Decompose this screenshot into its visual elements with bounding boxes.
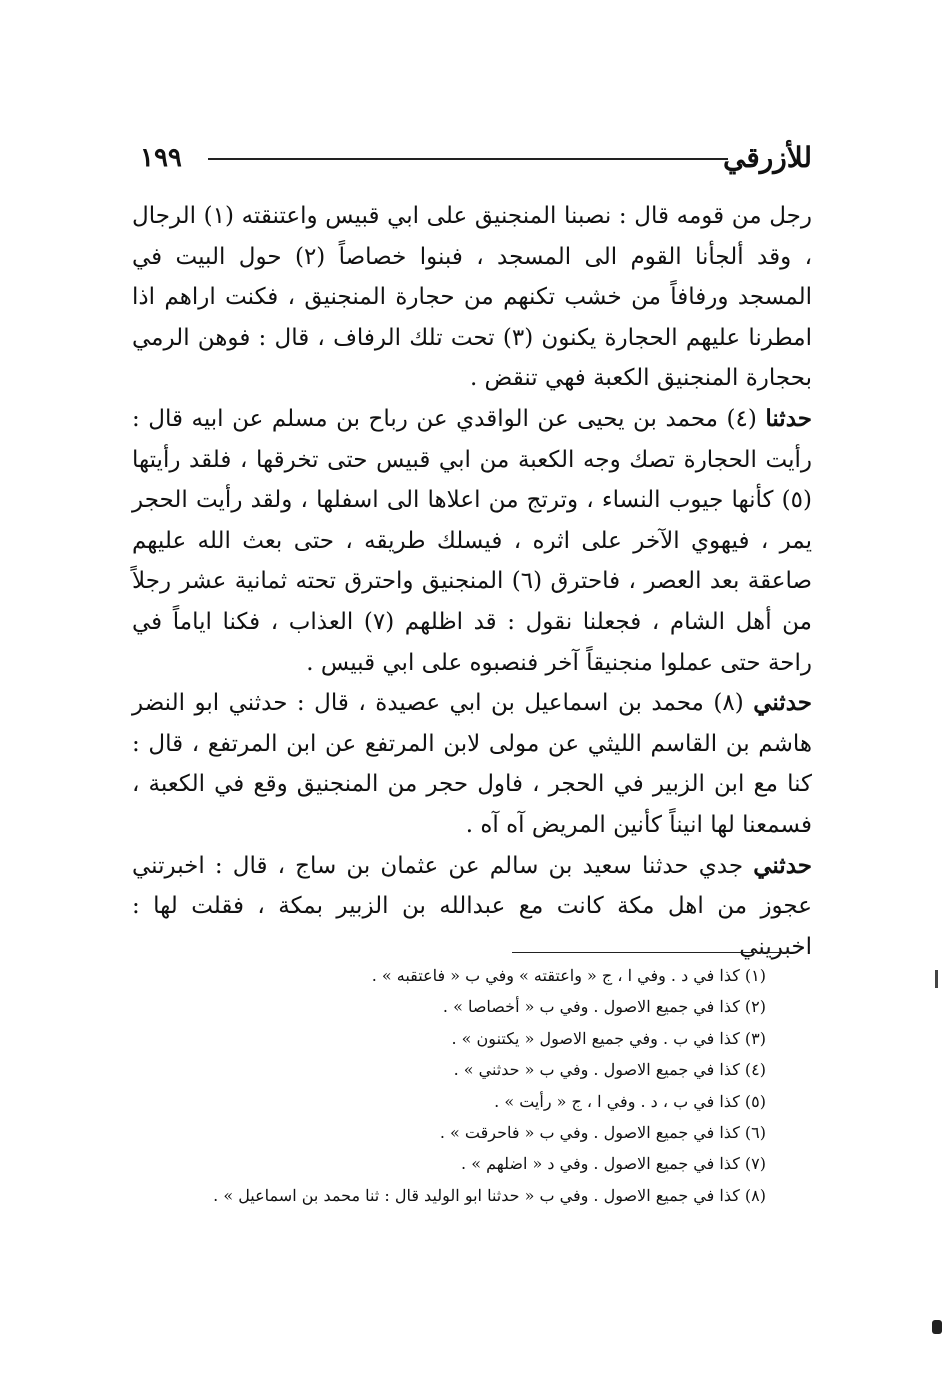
paragraph-text: رجل من قومه قال : نصبنا المنجنيق على ابي قبيس واعتنقته (١) الرجال ، وقد ألجأنا القوم الى المسجد ، فبنوا خصاصاً (٢) حول البيت في المسجد ورفافاً من خشب تكنهم من حجارة المنجنيق ، فكنت اراهم اذا امطرنا عليهم الحجارة يكنون (٣) تحت تلك الرفاف ، قال : فوهن الرمي بحجارة المنجنيق الكعبة فهي تنقض . xyxy=(132,203,813,392)
footnote-2: (٢) كذا في جميع الاصول . وفي ب « أخصاصا » . xyxy=(442,997,766,1017)
paragraph-lead: حدثنا xyxy=(765,404,812,432)
page-number: ١٩٩ xyxy=(140,143,182,173)
paragraph-text: (٨) محمد بن اسماعيل بن ابي عصيدة ، قال : حدثني ابو النضر هاشم بن القاسم الليثي عن مولى لابن المرتفع عن ابن المرتفع ، قال : كنا مع ابن الزبير في الحجر ، فاول حجر من المنجنيق وقع في الكعبة ، فسمعنا لها انيناً كأنين المريض آه آه . xyxy=(132,690,812,838)
footnote-separator xyxy=(512,952,790,953)
paragraph-text: جدي حدثنا سعيد بن سالم عن عثمان بن ساج ، قال : اخبرتني عجوز من اهل مكة كانت مع عبدالله بن الزبير بمكة ، فقلت لها : اخبريني xyxy=(132,852,812,960)
scan-mark xyxy=(932,1320,942,1334)
paragraph-4 xyxy=(132,846,812,968)
footnote-1: (١) كذا في د . وفي ا ، ج « واعتقته » وفي ب « فاعتقبه » . xyxy=(371,966,766,985)
footnote-5: (٥) كذا في ب ، د . وفي ا ، ج « رأيت » . xyxy=(494,1091,766,1111)
header-rule xyxy=(208,158,728,160)
footnotes xyxy=(160,960,766,1211)
scan-mark xyxy=(935,970,938,988)
footnote-8: (٨) كذا في جميع الاصول . وفي ب « حدثنا ابو الوليد قال : ثنا محمد بن اسماعيل » . xyxy=(213,1185,766,1205)
paragraph-text: (٤) محمد بن يحيى عن الواقدي عن رباح بن مسلم عن ابيه قال : رأيت الحجارة تصك وجه الكعبة من ابي قبيس حتى تخرقها ، فلقد رأيتها (٥) كأنها جيوب النساء ، وترتج من اعلاها الى اسفلها ، ولقد رأيت الحجر يمر ، فيهوي الآخر على اثره ، فيسلك طريقه ، حتى بعث الله عليهم صاعقة بعد العصر ، فاحترق (٦) المنجنيق واحترق تحته ثمانية عشر رجلاً من أهل الشام ، فجعلنا نقول : قد اظلهم (٧) العذاب ، فكنا اياماً في راحة حتى عملوا منجنيقاً آخر فنصبوه على ابي قبيس . xyxy=(132,405,812,676)
paragraph-2 xyxy=(132,399,812,683)
footnote-4: (٤) كذا في جميع الاصول . وفي ب « حدثني » . xyxy=(453,1060,766,1080)
paragraph-1 xyxy=(132,196,812,399)
paragraph-3 xyxy=(132,683,812,845)
footnote-7: (٧) كذا في جميع الاصول . وفي د « اضلهم » . xyxy=(461,1154,766,1174)
running-title: للأزرقي xyxy=(722,141,812,174)
paragraph-lead: حدثني xyxy=(753,689,812,717)
paragraph-lead: حدثني xyxy=(753,851,812,879)
running-header xyxy=(140,136,812,180)
footnote-6: (٦) كذا في جميع الاصول . وفي ب « فاحرقت » . xyxy=(439,1123,766,1143)
main-text xyxy=(132,196,812,967)
footnote-3: (٣) كذا في ب . وفي جميع الاصول « يكتنون » . xyxy=(451,1028,766,1048)
